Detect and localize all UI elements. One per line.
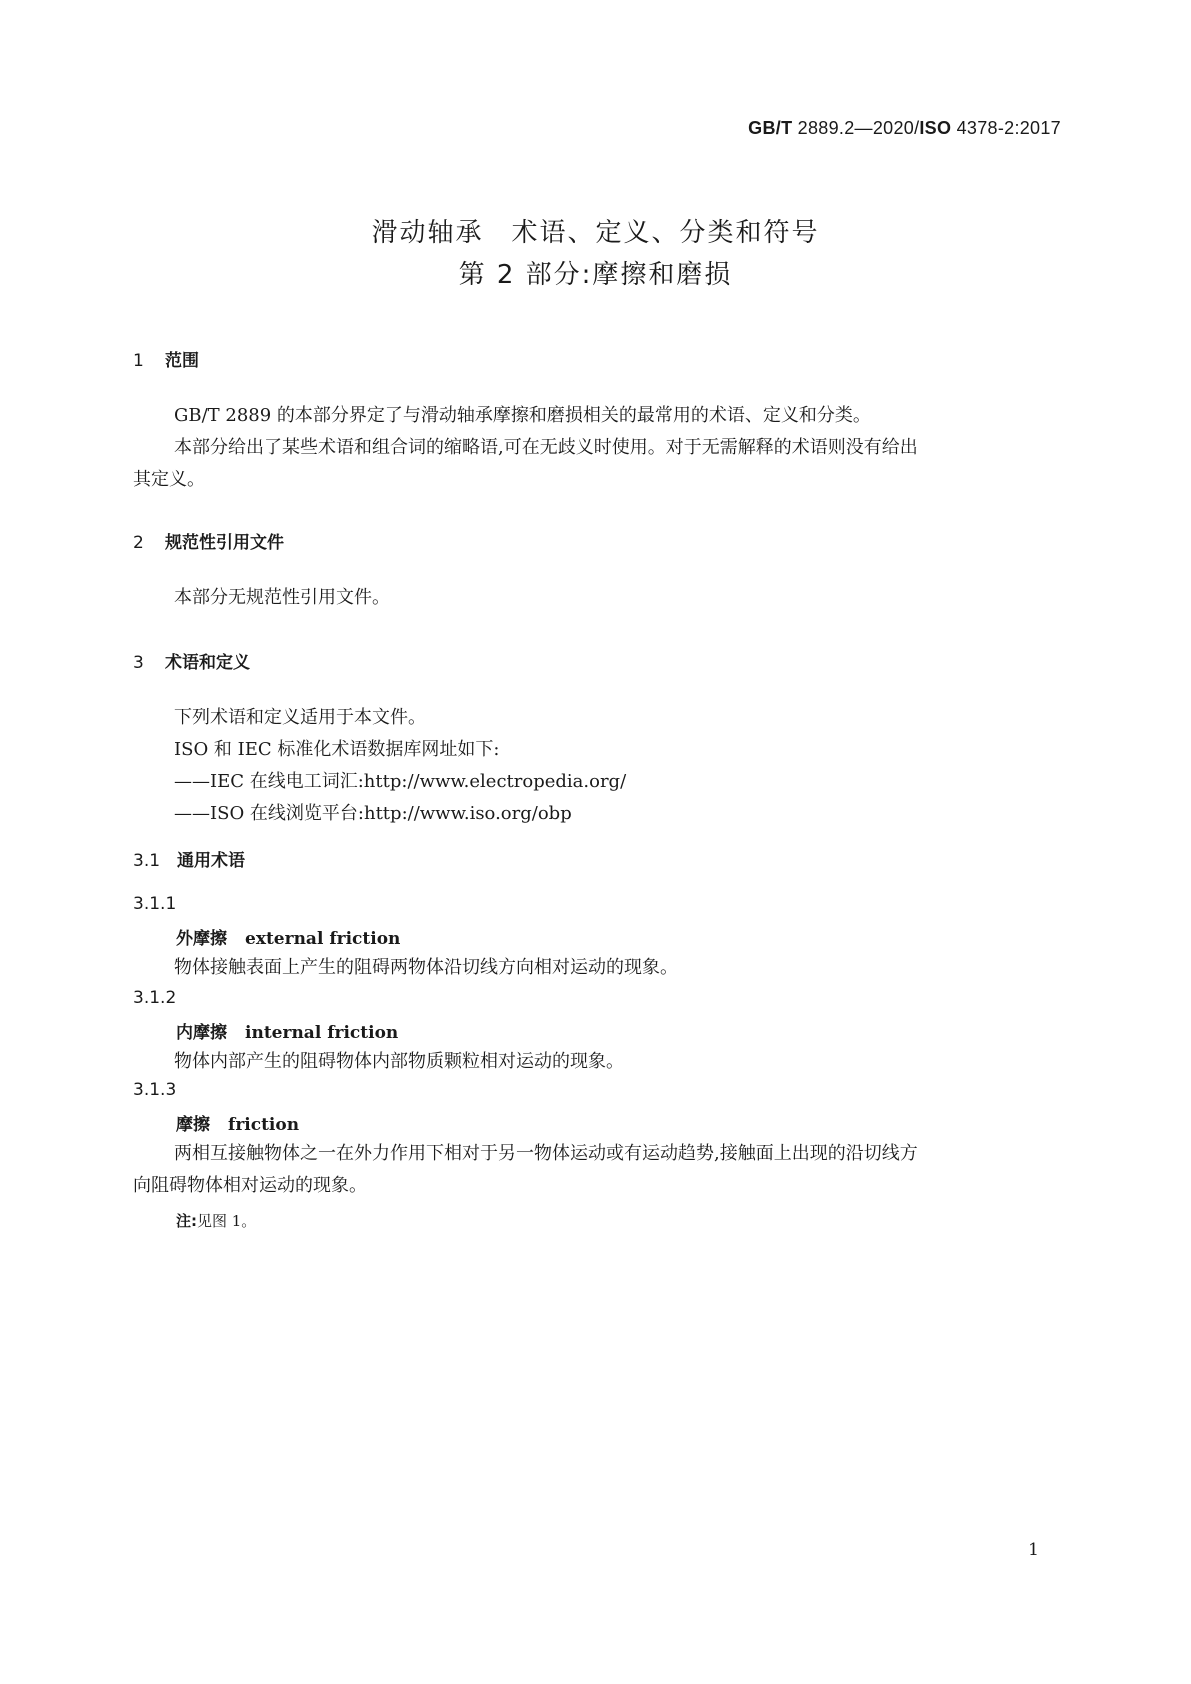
code-prefix: GB/T [748,118,793,138]
term-note [176,1210,256,1231]
section-2-paragraph-1: 本部分无规范性引用文件。 [174,587,390,608]
code-iso: ISO [919,118,952,138]
section-2-title: 规范性引用文件 [165,533,284,553]
note-text: 见图 1。 [197,1212,257,1230]
section-2-heading [133,528,284,553]
term-heading [176,1110,299,1135]
section-3-1-heading [133,846,245,871]
term-en: external friction [245,929,401,949]
section-1-title: 范围 [165,351,199,371]
section-1-number: 1 [133,351,144,371]
section-3-paragraph-1: 下列术语和定义适用于本文件。 [174,707,426,728]
section-1-paragraph-2-line-2: 其定义。 [133,469,205,490]
section-3-paragraph-2: ISO 和 IEC 标准化术语数据库网址如下: [174,739,500,760]
section-3-title: 术语和定义 [165,653,250,673]
page-number: 1 [1028,1540,1039,1560]
iso-obp-item: ——ISO 在线浏览平台:http://www.iso.org/obp [174,803,572,824]
term-heading [176,924,400,949]
standard-code-header [748,118,1061,139]
document-title-line1: 滑动轴承 术语、定义、分类和符号 [371,218,820,248]
term-definition: 物体内部产生的阻碍物体内部物质颗粒相对运动的现象。 [174,1051,624,1072]
term-definition-line-2: 向阻碍物体相对运动的现象。 [133,1175,367,1196]
note-label: 注: [176,1212,197,1230]
section-1-paragraph-1: GB/T 2889 的本部分界定了与滑动轴承摩擦和磨损相关的最常用的术语、定义和分类。 [174,405,871,426]
term-number: 3.1.3 [133,1080,177,1100]
section-2-number: 2 [133,533,144,553]
term-zh: 摩擦 [176,1115,210,1135]
term-heading [176,1018,398,1043]
term-number: 3.1.1 [133,894,177,914]
section-1-heading [133,346,199,371]
term-en: friction [228,1115,300,1135]
iec-electropedia-item: ——IEC 在线电工词汇:http://www.electropedia.org/ [174,771,627,792]
code-main: 2889.2—2020/ [792,118,920,138]
term-definition: 物体接触表面上产生的阻碍两物体沿切线方向相对运动的现象。 [174,957,678,978]
section-3-1-number: 3.1 [133,851,161,871]
section-3-number: 3 [133,653,144,673]
section-1-paragraph-2-line-1: 本部分给出了某些术语和组合词的缩略语,可在无歧义时使用。对于无需解释的术语则没有给出 [174,437,918,458]
section-3-heading [133,648,250,673]
term-zh: 外摩擦 [176,929,227,949]
term-definition-line-1: 两相互接触物体之一在外力作用下相对于另一物体运动或有运动趋势,接触面上出现的沿切线方 [174,1143,918,1164]
term-zh: 内摩擦 [176,1023,227,1043]
code-iso-rest: 4378-2:2017 [951,118,1061,138]
section-3-1-title: 通用术语 [177,851,245,871]
term-en: internal friction [245,1023,399,1043]
document-title-line2: 第 2 部分:摩擦和磨损 [458,260,733,290]
term-number: 3.1.2 [133,988,177,1008]
